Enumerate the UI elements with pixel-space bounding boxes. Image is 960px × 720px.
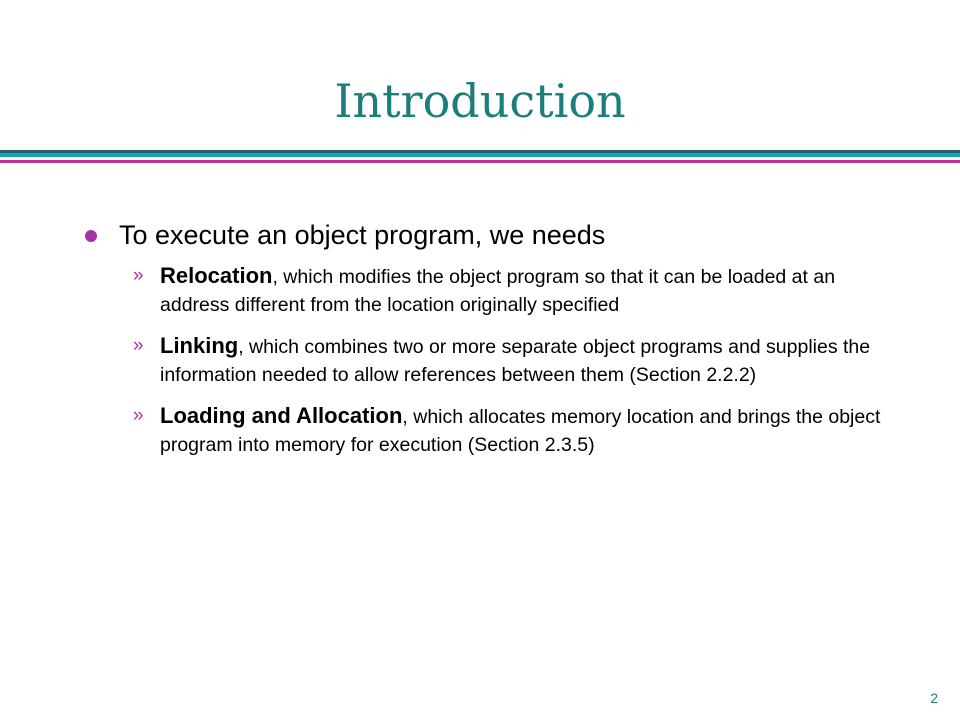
sub-bullet-linking xyxy=(133,332,893,389)
term-description: , which allocates memory location and brings the object program into memory for execution (Section 2.3.5) xyxy=(160,406,881,456)
slide-title: Introduction xyxy=(334,74,626,128)
sub-bullet-loading-allocation xyxy=(133,402,893,459)
term-description: , which combines two or more separate object programs and supplies the information needed to allow references between them (Section 2.2.2) xyxy=(160,336,871,386)
title-divider xyxy=(0,150,960,163)
page-number: 2 xyxy=(930,690,938,706)
chevron-marker-icon: » xyxy=(133,405,144,426)
main-bullet-text: To execute an object program, we needs xyxy=(119,220,606,250)
sub-bullet-relocation xyxy=(133,262,893,319)
term-label: Loading and Allocation xyxy=(160,403,403,428)
divider-line-magenta xyxy=(0,160,960,163)
sub-bullet-list xyxy=(133,262,893,472)
term-label: Linking xyxy=(160,333,239,358)
bullet-dot-icon xyxy=(85,230,97,242)
chevron-marker-icon: » xyxy=(133,265,144,286)
term-label: Relocation xyxy=(160,263,273,288)
term-description: , which modifies the object program so that it can be loaded at an address different from the location originally specified xyxy=(160,266,836,316)
chevron-marker-icon: » xyxy=(133,335,144,356)
